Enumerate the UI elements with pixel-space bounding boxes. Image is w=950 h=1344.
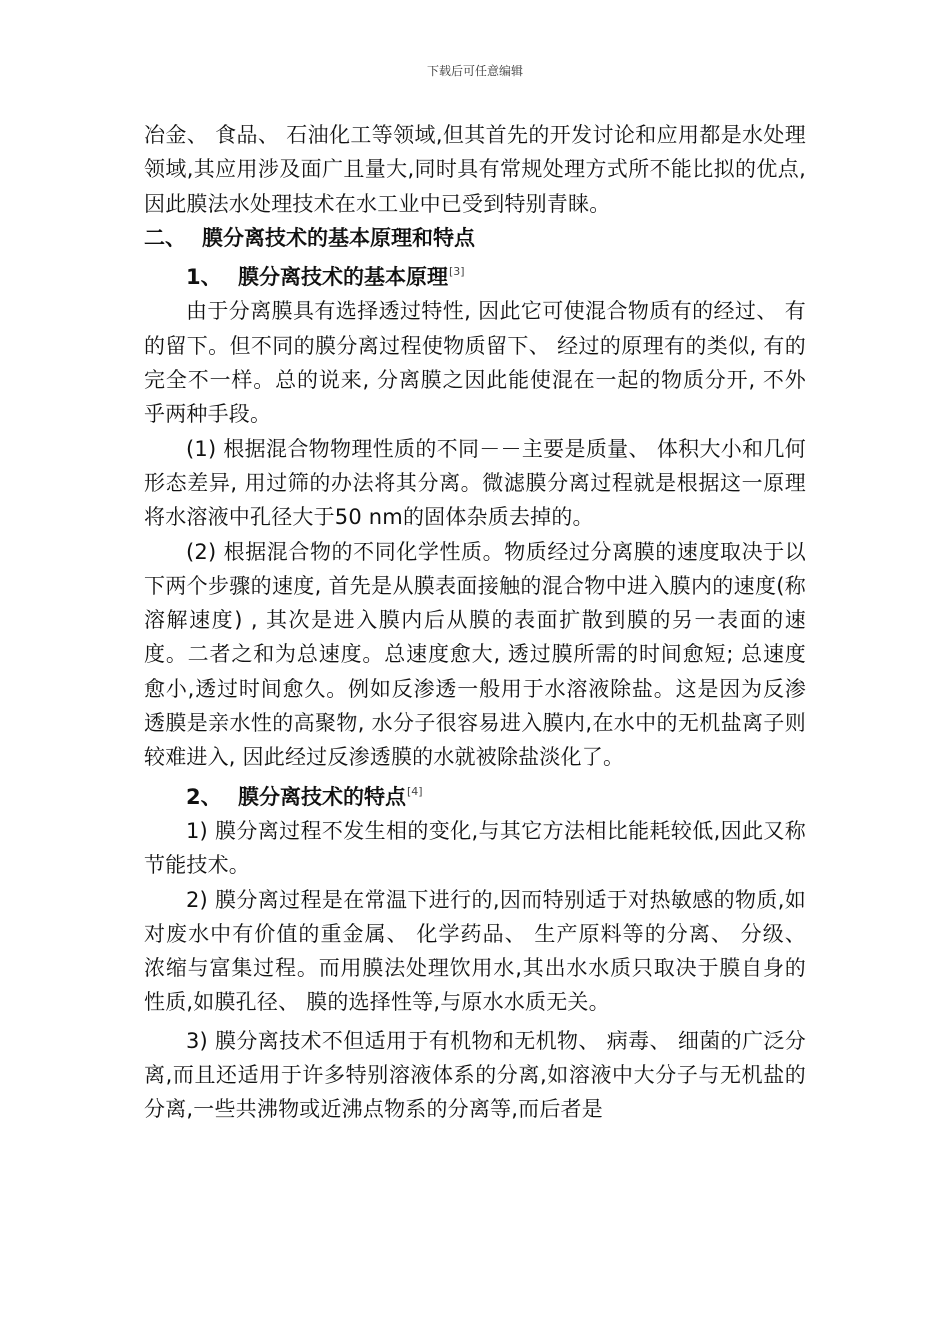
subsection-heading-basic-principle xyxy=(144,255,806,294)
intro-paragraph: 冶金、 食品、 石油化工等领域,但其首先的开发讨论和应用都是水处理领域,其应用涉及面广且量大,同时具有常规处理方式所不能比拟的优点,因此膜法水处理技术在水工业中已受到特别青睐。 xyxy=(144,123,806,216)
citation-ref: [4] xyxy=(407,784,423,798)
section-heading-principles xyxy=(144,221,806,255)
principle-paragraph: 由于分离膜具有选择透过特性, 因此它可使混合物质有的经过、 有的留下。但不同的膜分离过程使物质留下、 经过的原理有的类似, 有的完全不一样。总的说来, 分离膜之因此能使混在一起的物质分开, 不外乎两种手段。 xyxy=(144,299,806,427)
feature-1-paragraph: 1) 膜分离过程不发生相的变化,与其它方法相比能耗较低,因此又称节能技术。 xyxy=(144,818,806,878)
feature-2-paragraph: 2) 膜分离过程是在常温下进行的,因而特别适于对热敏感的物质,如对废水中有价值的重金属、 化学药品、 生产原料等的分离、 分级、 浓缩与富集过程。而用膜法处理饮用水,其出水水质只取决于膜自身的性质,如膜孔径、 膜的选择性等,与原水水质无关。 xyxy=(144,887,806,1015)
section-number: 二、 xyxy=(144,225,186,250)
subsection-title: 膜分离技术的基本原理 xyxy=(238,265,448,290)
page-header: 下载后可任意编辑 xyxy=(426,64,523,78)
subsection-heading-features xyxy=(144,775,806,814)
citation-ref: [3] xyxy=(449,265,465,279)
subsection-number: 2、 xyxy=(186,784,222,809)
subsection-title: 膜分离技术的特点 xyxy=(238,784,406,809)
section-title: 膜分离技术的基本原理和特点 xyxy=(202,225,475,250)
subsection-number: 1、 xyxy=(186,265,222,290)
document-body xyxy=(144,118,806,1127)
feature-3-paragraph: 3) 膜分离技术不但适用于有机物和无机物、 病毒、 细菌的广泛分离,而且还适用于许多特别溶液体系的分离,如溶液中大分子与无机盐的分离,一些共沸物或近沸点物系的分离等,而后者是 xyxy=(144,1028,806,1122)
physical-separation-paragraph: (1) 根据混合物物理性质的不同－－主要是质量、 体积大小和几何形态差异, 用过筛的办法将其分离。微滤膜分离过程就是根据这一原理将水溶液中孔径大于50 nm的固体杂质去掉的。 xyxy=(144,436,806,530)
chemical-separation-paragraph: (2) 根据混合物的不同化学性质。物质经过分离膜的速度取决于以下两个步骤的速度, 首先是从膜表面接触的混合物中进入膜内的速度(称溶解速度) , 其次是进入膜内后从膜的表面扩散到膜的另一表面的速度。二者之和为总速度。总速度愈大, 透过膜所需的时间愈短; 总速度愈小,透过时间愈久。例如反渗透一般用于水溶液除盐。这是因为反渗透膜是亲水性的高聚物, 水分子很容易进入膜内,在水中的无机盐离子则较难进入, 因此经过反渗透膜的水就被除盐淡化了。 xyxy=(144,539,806,770)
